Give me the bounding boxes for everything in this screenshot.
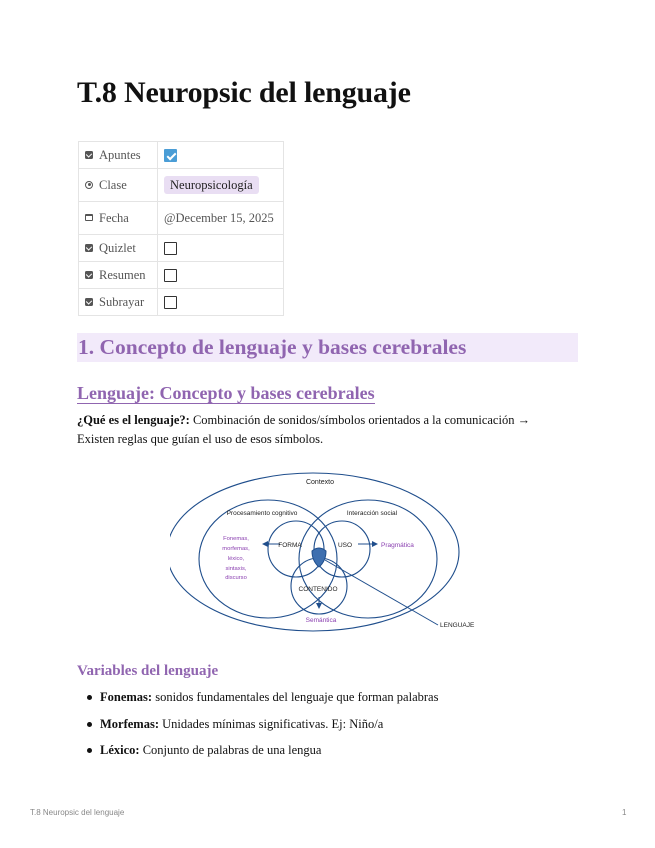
section-heading: 1. Concepto de lenguaje y bases cerebrales <box>77 333 578 362</box>
subheading: Lenguaje: Concepto y bases cerebrales <box>77 383 375 403</box>
semantica-label: Semántica <box>305 617 337 624</box>
list-item-text: Unidades mínimas significativas. Ej: Niño/a <box>162 716 384 731</box>
property-value <box>158 169 284 202</box>
list-item-term: Morfemas: <box>100 716 159 731</box>
left-list-item: morfemas, <box>222 546 250 552</box>
list-item-term: Fonemas: <box>100 690 153 704</box>
apuntes-checkbox[interactable] <box>164 149 177 162</box>
lenguaje-label: LENGUAJE <box>440 622 475 629</box>
forma-label: FORMA <box>278 542 302 549</box>
property-key: Clase <box>79 169 158 202</box>
properties-table <box>78 141 284 316</box>
list-item <box>77 715 438 742</box>
property-key: Apuntes <box>79 142 158 169</box>
property-row-fecha <box>79 202 284 235</box>
page-number: 1 <box>622 808 627 817</box>
left-list-item: discurso <box>225 575 247 581</box>
property-key: Fecha <box>79 202 158 235</box>
checkbox-prop-icon <box>85 151 93 159</box>
list-item <box>77 688 438 715</box>
select-prop-icon <box>85 181 93 189</box>
checkbox-prop-icon <box>85 244 93 252</box>
resumen-checkbox[interactable] <box>164 269 177 282</box>
property-row-clase <box>79 169 284 202</box>
list-item-term: Léxico: <box>100 743 140 757</box>
property-key: Quizlet <box>79 235 158 262</box>
question-text: Combinación de sonidos/símbolos orientados a la comunicación → Existen reglas que guían el uso de esos símbolos. <box>77 413 531 446</box>
lenguaje-pointer-line <box>325 560 438 625</box>
left-list-item: léxico, <box>227 556 245 562</box>
language-venn-diagram <box>170 465 480 635</box>
property-value <box>158 262 284 289</box>
left-list-item: Fonemas, <box>223 536 249 542</box>
property-row-subrayar <box>79 289 284 316</box>
footer-title: T.8 Neuropsic del lenguaje <box>30 808 125 817</box>
subrayar-checkbox[interactable] <box>164 296 177 309</box>
property-row-resumen <box>79 262 284 289</box>
quizlet-checkbox[interactable] <box>164 242 177 255</box>
fecha-value[interactable]: @December 15, 2025 <box>164 210 274 225</box>
checkbox-prop-icon <box>85 271 93 279</box>
pragmatica-label: Pragmática <box>381 542 414 549</box>
procesamiento-label: Procesamiento cognitivo <box>226 510 298 517</box>
question-label: ¿Qué es el lenguaje?: <box>77 413 190 427</box>
property-row-quizlet <box>79 235 284 262</box>
property-value <box>158 142 284 169</box>
variables-list <box>77 688 438 768</box>
property-value <box>158 202 284 235</box>
contenido-label: CONTENIDO <box>298 586 338 593</box>
calendar-prop-icon <box>85 214 93 221</box>
lenguaje-center-shape <box>312 548 326 567</box>
property-row-apuntes <box>79 142 284 169</box>
contexto-label: Contexto <box>305 479 335 486</box>
definition-paragraph <box>77 411 567 449</box>
property-value <box>158 235 284 262</box>
checkbox-prop-icon <box>85 298 93 306</box>
left-list-item: sintaxis, <box>225 566 247 572</box>
variables-heading: Variables del lenguaje <box>77 663 219 679</box>
list-item <box>77 741 438 768</box>
list-item-text: Conjunto de palabras de una lengua <box>142 743 322 757</box>
property-key: Subrayar <box>79 289 158 316</box>
interaccion-label: Interacción social <box>346 510 398 517</box>
page-title: T.8 Neuropsic del lenguaje <box>77 76 411 109</box>
uso-label: USO <box>337 542 353 549</box>
list-item-text: sonidos fundamentales del lenguaje que forman palabras <box>155 690 439 704</box>
property-value <box>158 289 284 316</box>
clase-tag[interactable]: Neuropsicología <box>164 176 259 194</box>
property-key: Resumen <box>79 262 158 289</box>
